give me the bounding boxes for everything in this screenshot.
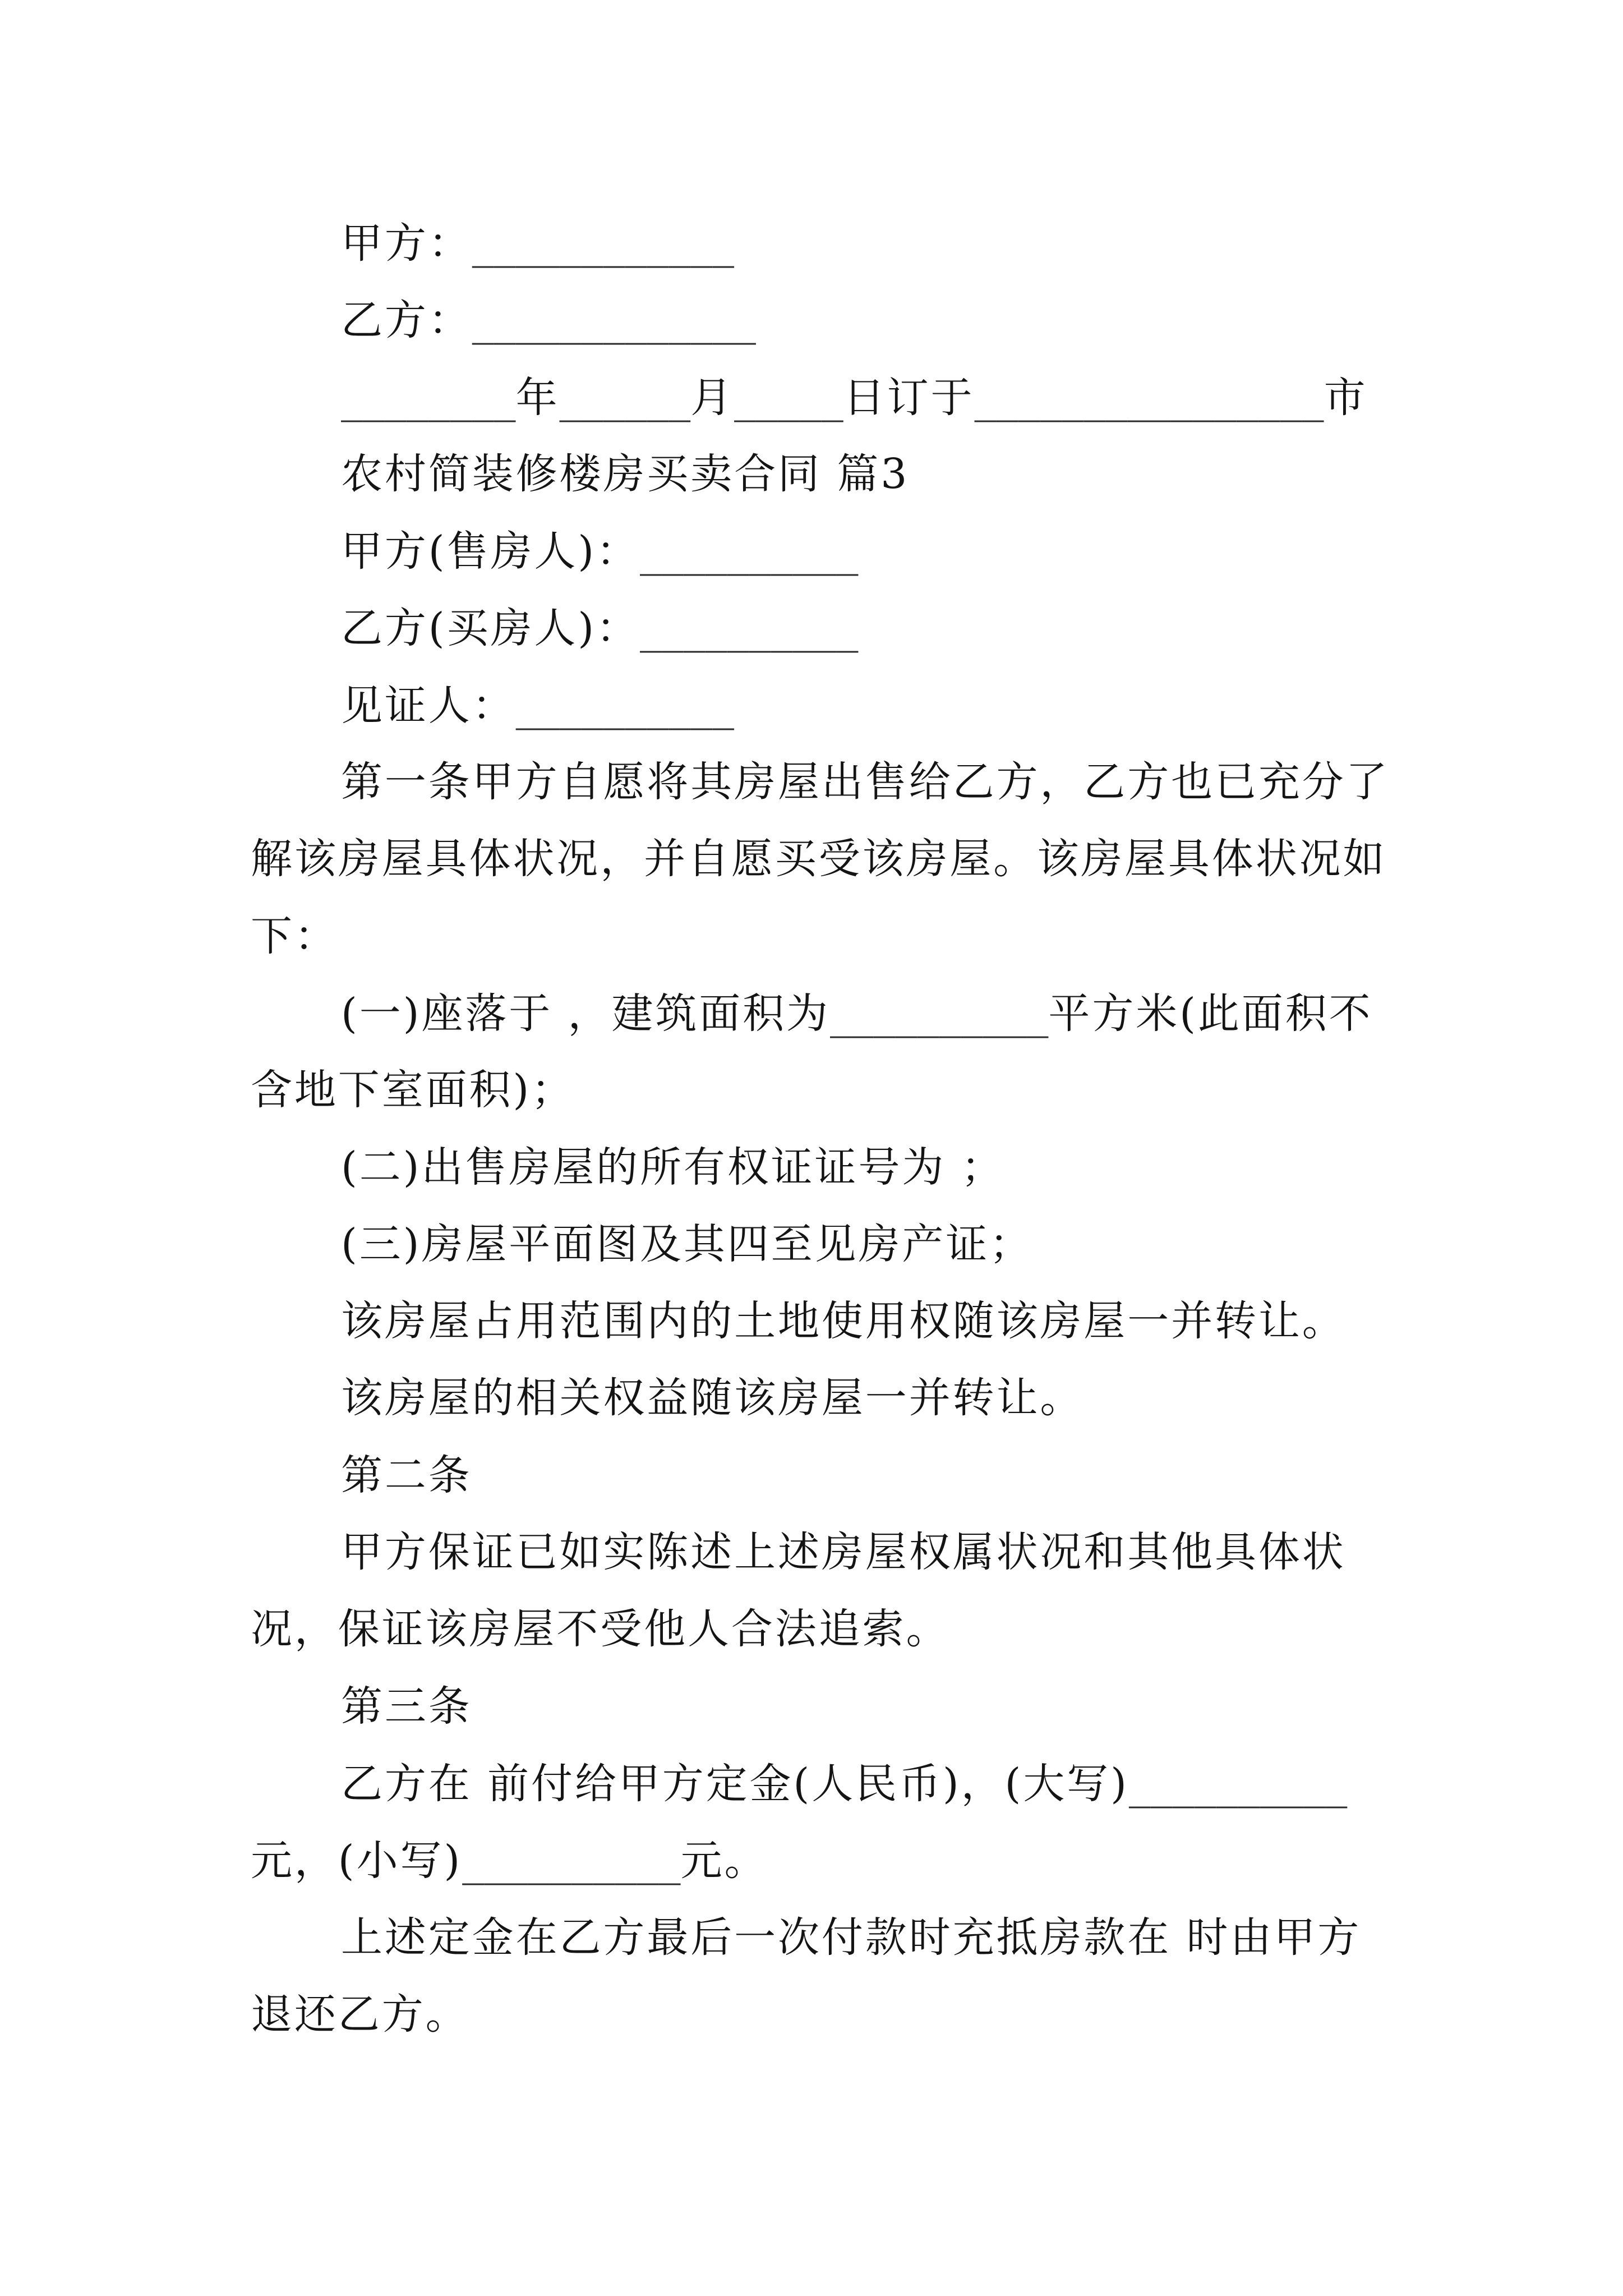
date-place-line: ________年______月_____日订于________________市 xyxy=(341,371,1368,422)
article-1-item-1-line: (一)座落于 ，建筑面积为__________平方米(此面积不 xyxy=(341,987,1373,1038)
blank-field: __________ xyxy=(829,987,1049,1038)
blank-field: __________ xyxy=(515,679,735,730)
article-1-item-1-line: 含地下室面积)； xyxy=(251,1066,575,1115)
seller-line: 甲方(售房人)：__________ xyxy=(341,526,859,577)
blank-field: ________________ xyxy=(974,371,1324,422)
article-3-heading: 第三条 xyxy=(341,1682,472,1731)
article-1-intro-line: 解该房屋具体状况，并自愿买受该房屋。该房屋具体状况如 xyxy=(251,835,1387,884)
document-body xyxy=(0,205,1623,2053)
article-1-item-3-line: (三)房屋平面图及其四至见房产证； xyxy=(341,1220,1034,1268)
blank-field: __________ xyxy=(639,602,859,654)
witness-line: 见证人：__________ xyxy=(341,679,735,730)
land-rights-line: 该房屋占用范围内的土地使用权随该房屋一并转让。 xyxy=(341,1297,1346,1346)
deposit-line: 元，(小写)__________元。 xyxy=(251,1835,768,1886)
blank-field: ____________ xyxy=(472,218,735,268)
blank-field: ________ xyxy=(341,371,516,422)
related-rights-line: 该房屋的相关权益随该房屋一并转让。 xyxy=(341,1374,1084,1423)
blank-field: _____________ xyxy=(472,295,756,346)
article-1-intro-line: 第一条甲方自愿将其房屋出售给乙方，乙方也已充分了 xyxy=(341,758,1390,807)
deposit-offset-line: 上述定金在乙方最后一次付款时充抵房款在 时由甲方 xyxy=(341,1913,1362,1962)
blank-field: __________ xyxy=(462,1835,681,1886)
blank-field: ______ xyxy=(559,371,691,422)
article-2-body-line: 况，保证该房屋不受他人合法追索。 xyxy=(251,1605,950,1654)
blank-field: __________ xyxy=(639,526,859,577)
article-2-heading: 第二条 xyxy=(341,1451,472,1499)
contract-title: 农村简装修楼房买卖合同 篇3 xyxy=(341,449,910,498)
blank-field: __________ xyxy=(1128,1757,1348,1809)
article-2-body-line: 甲方保证已如实陈述上述房屋权属状况和其他具体状 xyxy=(341,1528,1346,1577)
article-1-intro-line: 下： xyxy=(251,912,338,960)
deposit-line: 乙方在 前付给甲方定金(人民币)，(大写)__________ xyxy=(341,1757,1348,1809)
blank-field: _____ xyxy=(734,371,843,422)
party-b-line: 乙方：_____________ xyxy=(341,295,756,346)
deposit-offset-line: 退还乙方。 xyxy=(251,1990,469,2039)
party-a-line: 甲方：____________ xyxy=(341,218,735,268)
article-1-item-2-line: (二)出售房屋的所有权证证号为 ； xyxy=(341,1143,1005,1191)
buyer-line: 乙方(买房人)：__________ xyxy=(341,602,859,654)
